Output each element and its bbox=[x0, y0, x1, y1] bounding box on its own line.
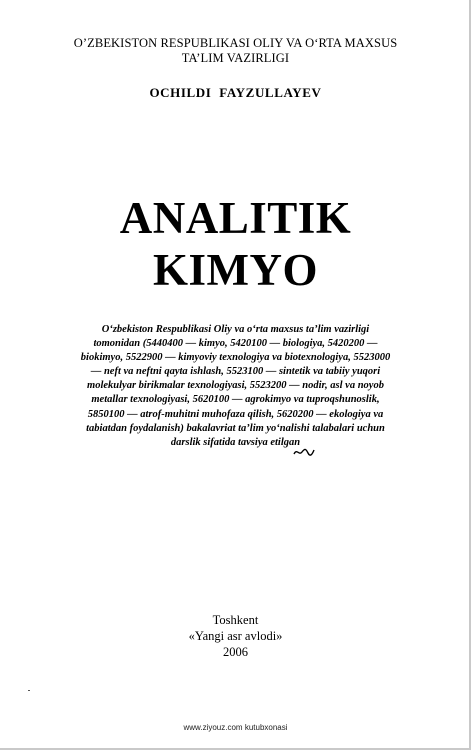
book-title-line-1: ANALITIK bbox=[119, 193, 352, 243]
footer-watermark: www.ziyouz.com kutubxonasi bbox=[183, 723, 288, 732]
book-title bbox=[0, 192, 471, 296]
description-line-3: biokimyo, 5522900 — kimyoviy texnologiya va biotexnologiya, 5523000 bbox=[80, 352, 391, 364]
publisher-block bbox=[0, 612, 471, 660]
description-line-1: O‘zbekiston Respublikasi Oliy va o‘rta maxsus ta’lim vazirligi bbox=[101, 324, 370, 335]
description-line-5: molekulyar birikmalar texnologiyasi, 5523200 — nodir, asl va noyob bbox=[87, 380, 384, 392]
ministry-line-2: TA’LIM VAZIRLIGI bbox=[181, 51, 290, 65]
page-speck bbox=[28, 690, 30, 691]
description-line-2: tomonidan (5440400 — kimyo, 5420100 — biologiya, 5420200 — bbox=[93, 338, 378, 350]
description-line-4: — neft va neftni qayta ishlash, 5523100 — sintetik va tabiiy yuqori bbox=[90, 366, 381, 378]
signature-scribble-icon bbox=[293, 446, 315, 458]
ministry-line-1: O’ZBEKISTON RESPUBLIKASI OLIY VA O‘RTA MAXSUS bbox=[73, 36, 398, 50]
book-title-line-2: KIMYO bbox=[153, 245, 318, 295]
publisher-name: «Yangi asr avlodi» bbox=[188, 629, 283, 643]
author-name: OCHILDI FAYZULLAYEV bbox=[149, 85, 322, 100]
approval-description bbox=[20, 323, 451, 450]
publication-year: 2006 bbox=[223, 645, 248, 659]
description-line-6: metallar texnologiyasi, 5620100 — agrokimyo va tuproqshunoslik, bbox=[91, 394, 380, 406]
publisher-city: Toshkent bbox=[212, 613, 259, 627]
description-line-8: tabiatdan foydalanish) bakalavriat ta’lim yo‘nalishi talabalari uchun bbox=[86, 422, 385, 434]
description-line-9: darslik sifatida tavsiya etilgan bbox=[170, 436, 301, 448]
ministry-header bbox=[0, 36, 471, 66]
description-line-7: 5850100 — atrof-muhitni muhofaza qilish, 5620200 — ekologiya va bbox=[87, 408, 384, 420]
